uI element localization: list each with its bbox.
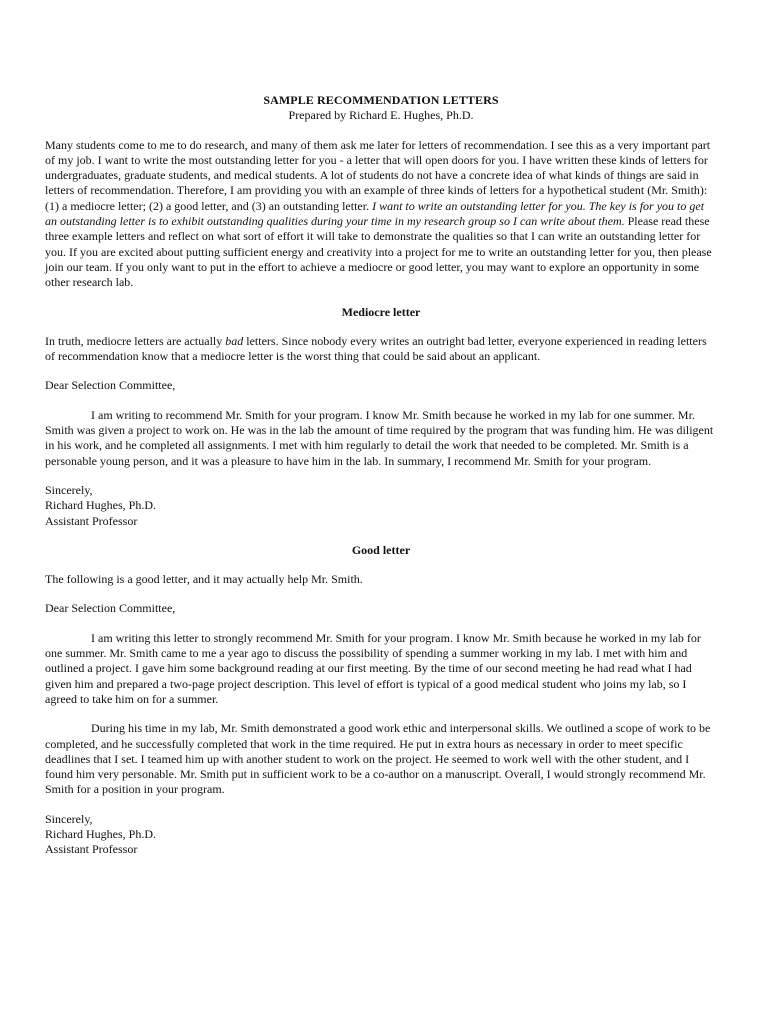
- mediocre-signer-position: Assistant Professor: [45, 513, 138, 528]
- mediocre-letter-body: I am writing to recommend Mr. Smith for your program. I know Mr. Smith because he worked in my lab for one summer. Mr. Smith was given a project to work on. He was in the lab the amount of time required by the program that was funding him. He was diligent in his work, and he completed all assignments. I met with him regularly to detail the work that needed to be completed. Mr. Smith is a personable young person, and it was a pleasure to have him in the lab. In summary, I recommend Mr. Smith for your program.: [45, 407, 714, 468]
- mediocre-signer-name: Richard Hughes, Ph.D.: [45, 498, 156, 513]
- good-letter-body-2: During his time in my lab, Mr. Smith demonstrated a good work ethic and interpersonal skills. We outlined a scope of work to be completed, and he successfully completed that work in the time required. He put in extra hours as necessary in order to meet specific deadlines that I set. I teamed him up with another student to work on the project. He seemed to work well with the other student, and I found him very personable. Mr. Smith put in sufficient work to be a co-author on a manuscript. Overall, I would strongly recommend Mr. Smith for a position in your program.: [45, 721, 711, 797]
- mediocre-salutation: Dear Selection Committee,: [45, 378, 176, 393]
- mediocre-intro: [45, 334, 717, 365]
- intro-text-part1: Many students come to me to do research, and many of them ask me later for letters of recommendation. I see this as a very important part of my job. I want to write the most outstanding letter for you - a letter that will open doors for you. I have written these kinds of letters for undergraduates, graduate students, and medical students. A lot of students do not have a concrete idea of what kinds of things are said in letters of recommendation. Therefore, I am providing you with an example of three kinds of letters for a hypothetical student (Mr. Smith): (1) a mediocre letter; (2) a good letter, and (3) an outstanding letter.: [45, 137, 711, 213]
- intro-text-italic: I want to write an outstanding letter for you. The key is for you to get an outstanding letter is to exhibit outstanding qualities during your time in my research group so I can write about them.: [45, 198, 705, 229]
- document-title: SAMPLE RECOMMENDATION LETTERS: [263, 93, 499, 107]
- good-closing: Sincerely,: [45, 811, 93, 826]
- good-signature: [45, 812, 717, 858]
- good-salutation: Dear Selection Committee,: [45, 601, 176, 616]
- good-signer-name: Richard Hughes, Ph.D.: [45, 826, 156, 841]
- good-signer-position: Assistant Professor: [45, 842, 138, 857]
- mediocre-signature: [45, 483, 717, 529]
- good-heading: Good letter: [351, 542, 411, 557]
- intro-text-part2: Please read these three example letters and reflect on what sort of effort it will take to demonstrate the qualities so that I can write an outstanding letter for you. If you are excited about putting sufficient energy and creativity into a project for me to write an outstanding letter for you, then please join our team. If you only want to put in the effort to achieve a mediocre or good letter, you may want to explore an opportunity in some other research lab.: [45, 214, 712, 290]
- mediocre-closing: Sincerely,: [45, 482, 93, 497]
- intro-paragraph: [45, 138, 717, 291]
- mediocre-intro-after: letters. Since nobody every writes an outright bad letter, everyone experienced in reading letters of recommendation know that a mediocre letter is the worst thing that could be said about an applicant.: [45, 333, 707, 364]
- good-intro: The following is a good letter, and it may actually help Mr. Smith.: [45, 572, 363, 587]
- document-byline: Prepared by Richard E. Hughes, Ph.D.: [288, 108, 474, 123]
- mediocre-heading: Mediocre letter: [341, 304, 421, 319]
- mediocre-intro-italic: bad: [225, 333, 244, 348]
- good-letter-body-1: I am writing this letter to strongly recommend Mr. Smith for your program. I know Mr. Smith because he worked in my lab for one summer. Mr. Smith came to me a year ago to discuss the possibility of spending a summer working in my lab. I met with him and outlined a project. I gave him some background reading at our first meeting. By the time of our second meeting he had read what I had given him and prepared a two-page project description. This level of effort is typical of a good medical student who joins my lab, so I agreed to take him on for a summer.: [45, 630, 701, 706]
- document-page: [45, 93, 717, 872]
- mediocre-intro-before: In truth, mediocre letters are actually: [45, 333, 226, 348]
